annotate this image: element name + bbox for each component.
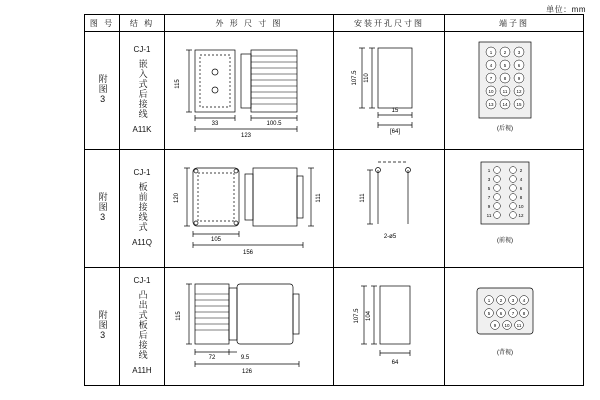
svg-text:7: 7	[511, 311, 515, 316]
svg-text:6: 6	[519, 186, 523, 191]
table-header-row	[85, 15, 584, 32]
svg-text:4: 4	[519, 177, 523, 182]
terminal-caption-1: (后视)	[497, 126, 513, 132]
outline-drawing-2	[165, 150, 333, 267]
fig-no-label: 附图3	[97, 310, 108, 341]
hole-drawing-3	[334, 268, 444, 385]
hole-dim-2-2: 2-ø5	[383, 234, 397, 240]
svg-text:7: 7	[489, 76, 493, 81]
header-hole: 安装开孔尺寸图	[334, 15, 445, 32]
cell-structure	[120, 268, 165, 386]
svg-text:3: 3	[487, 177, 491, 182]
cell-hole-drawing	[334, 268, 445, 386]
hole-dim-3-3: 64	[391, 360, 399, 366]
structure-model: A11K	[132, 125, 152, 135]
terminal-drawing-1	[445, 32, 583, 149]
svg-text:10: 10	[504, 323, 510, 328]
svg-text:12: 12	[518, 213, 524, 218]
dim-3-1: 115	[176, 311, 182, 321]
svg-text:4: 4	[522, 298, 526, 303]
cell-outline-drawing	[165, 32, 334, 150]
cell-fig-no	[85, 268, 120, 386]
cell-terminal-drawing	[445, 268, 584, 386]
svg-text:11: 11	[486, 213, 492, 218]
hole-dim-1-3: 15	[391, 108, 399, 114]
structure-desc: 嵌入式后接线	[137, 58, 148, 119]
fig-no-label: 附图3	[97, 192, 108, 223]
table-head	[85, 15, 584, 32]
svg-text:6: 6	[499, 311, 503, 316]
dim-2-3: 156	[242, 250, 254, 256]
cell-terminal-drawing	[445, 32, 584, 150]
table-body	[85, 32, 584, 386]
svg-text:8: 8	[522, 311, 526, 316]
svg-text:9: 9	[517, 76, 521, 81]
svg-text:2: 2	[499, 298, 503, 303]
svg-text:11: 11	[502, 89, 508, 94]
cell-fig-no	[85, 32, 120, 150]
svg-text:10: 10	[518, 204, 524, 209]
dim-3-2: 72	[208, 355, 216, 361]
svg-text:2: 2	[503, 50, 507, 55]
cell-hole-drawing	[334, 150, 445, 268]
structure-desc: 板前接线式	[137, 181, 148, 232]
svg-text:6: 6	[517, 63, 521, 68]
unit-note: 单位：mm	[546, 5, 586, 14]
svg-text:2: 2	[519, 168, 523, 173]
svg-text:7: 7	[487, 195, 491, 200]
structure-code: CJ-1	[133, 45, 151, 55]
cell-terminal-drawing	[445, 150, 584, 268]
svg-text:14: 14	[502, 102, 508, 107]
svg-text:11: 11	[516, 323, 522, 328]
hole-dim-1-4: [64]	[389, 129, 401, 135]
hole-drawing-2	[334, 150, 444, 267]
svg-text:3: 3	[511, 298, 515, 303]
spec-table	[84, 14, 584, 386]
outline-drawing-3	[165, 268, 333, 385]
table-row	[85, 268, 584, 386]
svg-text:9: 9	[487, 204, 491, 209]
svg-text:13: 13	[488, 102, 494, 107]
hole-dim-2-1: 111	[360, 193, 366, 203]
hole-dim-1-1: 107.5	[352, 70, 358, 86]
structure-code: CJ-1	[133, 168, 151, 178]
svg-text:4: 4	[489, 63, 493, 68]
svg-text:8: 8	[503, 76, 507, 81]
svg-text:5: 5	[503, 63, 507, 68]
terminal-caption-3: (背视)	[497, 350, 513, 356]
svg-text:5: 5	[487, 311, 491, 316]
terminal-drawing-3	[445, 268, 583, 385]
svg-text:12: 12	[516, 89, 522, 94]
dim-1-4: 123	[240, 133, 252, 139]
cell-hole-drawing	[334, 32, 445, 150]
svg-text:9: 9	[493, 323, 497, 328]
header-structure: 结 构	[120, 15, 165, 32]
cell-fig-no	[85, 150, 120, 268]
svg-text:3: 3	[517, 50, 521, 55]
dim-1-2: 33	[211, 121, 219, 127]
dim-1-1: 115	[175, 79, 181, 89]
dim-3-3: 9.5	[240, 355, 250, 361]
hole-drawing-1	[334, 32, 444, 149]
dim-2-4: 111	[316, 193, 322, 203]
header-terminal: 端子图	[445, 15, 584, 32]
svg-text:1: 1	[487, 298, 491, 303]
dim-1-3: 100.5	[266, 121, 282, 127]
hole-dim-1-2: 110	[364, 73, 370, 83]
dim-2-1: 120	[174, 192, 180, 204]
hole-dim-3-1: 107.5	[354, 308, 360, 324]
header-outline: 外 形 尺 寸 图	[165, 15, 334, 32]
table-row	[85, 150, 584, 268]
svg-text:8: 8	[519, 195, 523, 200]
terminal-caption-2: (前视)	[497, 238, 513, 244]
svg-text:15: 15	[516, 102, 522, 107]
cell-outline-drawing	[165, 268, 334, 386]
dim-2-2: 105	[210, 237, 222, 243]
svg-text:10: 10	[488, 89, 494, 94]
dim-3-4: 126	[241, 369, 253, 375]
structure-code: CJ-1	[133, 276, 151, 286]
cell-structure	[120, 32, 165, 150]
fig-no-label: 附图3	[97, 74, 108, 105]
cell-outline-drawing	[165, 150, 334, 268]
table-row	[85, 32, 584, 150]
cell-structure	[120, 150, 165, 268]
terminal-drawing-2	[445, 150, 583, 267]
structure-model: A11H	[132, 366, 152, 376]
svg-text:1: 1	[489, 50, 493, 55]
structure-desc: 凸出式板后接线	[137, 289, 148, 360]
hole-dim-3-2: 104	[366, 310, 372, 322]
structure-model: A11Q	[132, 238, 152, 248]
svg-text:1: 1	[487, 168, 491, 173]
header-fig-no: 图 号	[85, 15, 120, 32]
outline-drawing-1	[165, 32, 333, 149]
svg-text:5: 5	[487, 186, 491, 191]
